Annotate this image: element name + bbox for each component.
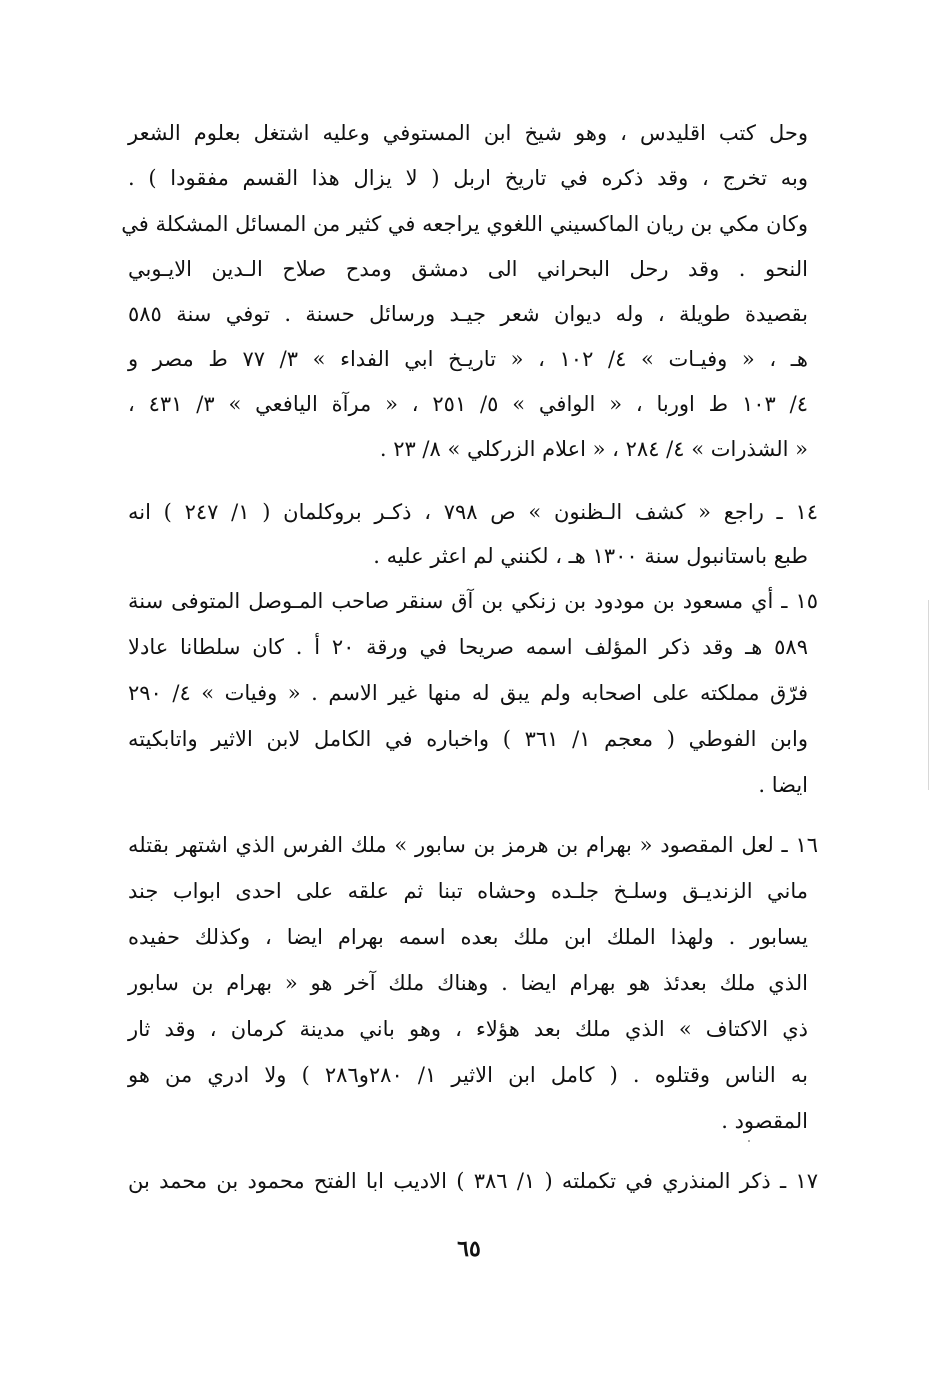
scan-edge-mark bbox=[928, 600, 929, 790]
scan-speck bbox=[748, 1140, 750, 1142]
footnote-15-line: ايضا . bbox=[758, 773, 808, 797]
footnote-16-line: الذي ملك بعدئذ هو بهرام ايضا . وهناك ملك آخر هو « بهرام بن سابور bbox=[128, 971, 808, 995]
footnote-15-line: فرّق مملكته على اصحابه ولم يبق له منها غير الاسم . « وفيات » ٤/ ٢٩٠ bbox=[128, 681, 808, 705]
text-line: النحو . وقد رحل البحراني الى دمشق ومدح صلاح الـدين الايـوبي bbox=[128, 257, 808, 281]
footnote-16-line: به الناس وقتلوه . ( كامل ابن الاثير ١/ ٢٨٠و٢٨٦ ) ولا ادري من هو bbox=[128, 1063, 809, 1087]
footnote-16-line: يسابور . ولهذا الملك ابن ملك بعده اسمه بهرام ايضا ، وكذلك حفيده bbox=[128, 925, 808, 949]
footnote-16-line: المقصود . bbox=[721, 1109, 808, 1133]
footnote-15-line: ١٥ ـ أي مسعود بن مودود بن زنكي بن آق سنقر صاحب المـوصل المتوفى سنة bbox=[128, 589, 818, 613]
footnote-14-line: طبع باستانبول سنة ١٣٠٠ هـ ، لكنني لم اعثر عليه . bbox=[373, 544, 808, 568]
footnote-14-line: ١٤ ـ راجع « كشف الـظنون » ص ٧٩٨ ، ذكـر بروكلمان ( ١/ ٢٤٧ ) انه bbox=[128, 500, 819, 524]
text-line: وحل كتب اقليدس ، وهو شيخ ابن المستوفي وعليه اشتغل بعلوم الشعر bbox=[128, 121, 808, 145]
footnote-16-line: ذي الاكتاف » الذي ملك بعد هؤلاء ، وهو باني مدينة كرمان ، وقد ثار bbox=[128, 1017, 808, 1041]
footnote-17-line: ١٧ ـ ذكر المنذري في تكملته ( ١/ ٣٨٦ ) الاديب ابا الفتح محمود بن محمد بن bbox=[128, 1169, 818, 1193]
text-line: بقصيدة طويلة ، وله ديوان شعر جيـد ورسائل حسنة . توفي سنة ٥٨٥ bbox=[128, 302, 808, 326]
text-line: وبه تخرج ، وقد ذكره في تاريخ اربل ( لا يزال هذا القسم مفقودا ) . bbox=[128, 166, 808, 190]
footnote-16-line: ١٦ ـ لعل المقصود « بهرام بن هرمز بن سابور » ملك الفرس الذي اشتهر بقتله bbox=[128, 833, 818, 857]
text-line: « الشذرات » ٤/ ٢٨٤ ، « اعلام الزركلي » ٨/ ٢٣ . bbox=[379, 437, 808, 461]
footnote-15-line: وابن الفوطي ( معجم ١/ ٣٦١ ) واخباره في الكامل لابن الاثير واتابكيته bbox=[128, 727, 808, 751]
footnote-15-line: ٥٨٩ هـ وقد ذكر المؤلف اسمه صريحا في ورقة ٢٠ أ . كان سلطانا عادلا bbox=[128, 635, 808, 659]
footnote-16-line: ماني الزنديـق وسلـخ جلـده وحشاه تبنا ثم علقه على احدى ابواب جند bbox=[128, 879, 808, 903]
text-line: وكان مكي بن ريان الماكسيني اللغوي يراجعه في كثير من المسائل المشكلة في bbox=[121, 212, 808, 236]
page-number: ٦٥ bbox=[457, 1236, 481, 1262]
text-line: ٤/ ١٠٣ ط اوربا ، « الوافي » ٥/ ٢٥١ ، « مرآة اليافعي » ٣/ ٤٣١ ، bbox=[128, 392, 808, 416]
text-line: هـ ، « وفيـات » ٤/ ١٠٢ ، « تاريـخ ابي الفداء » ٣/ ٧٧ ط مصر و bbox=[128, 347, 808, 371]
